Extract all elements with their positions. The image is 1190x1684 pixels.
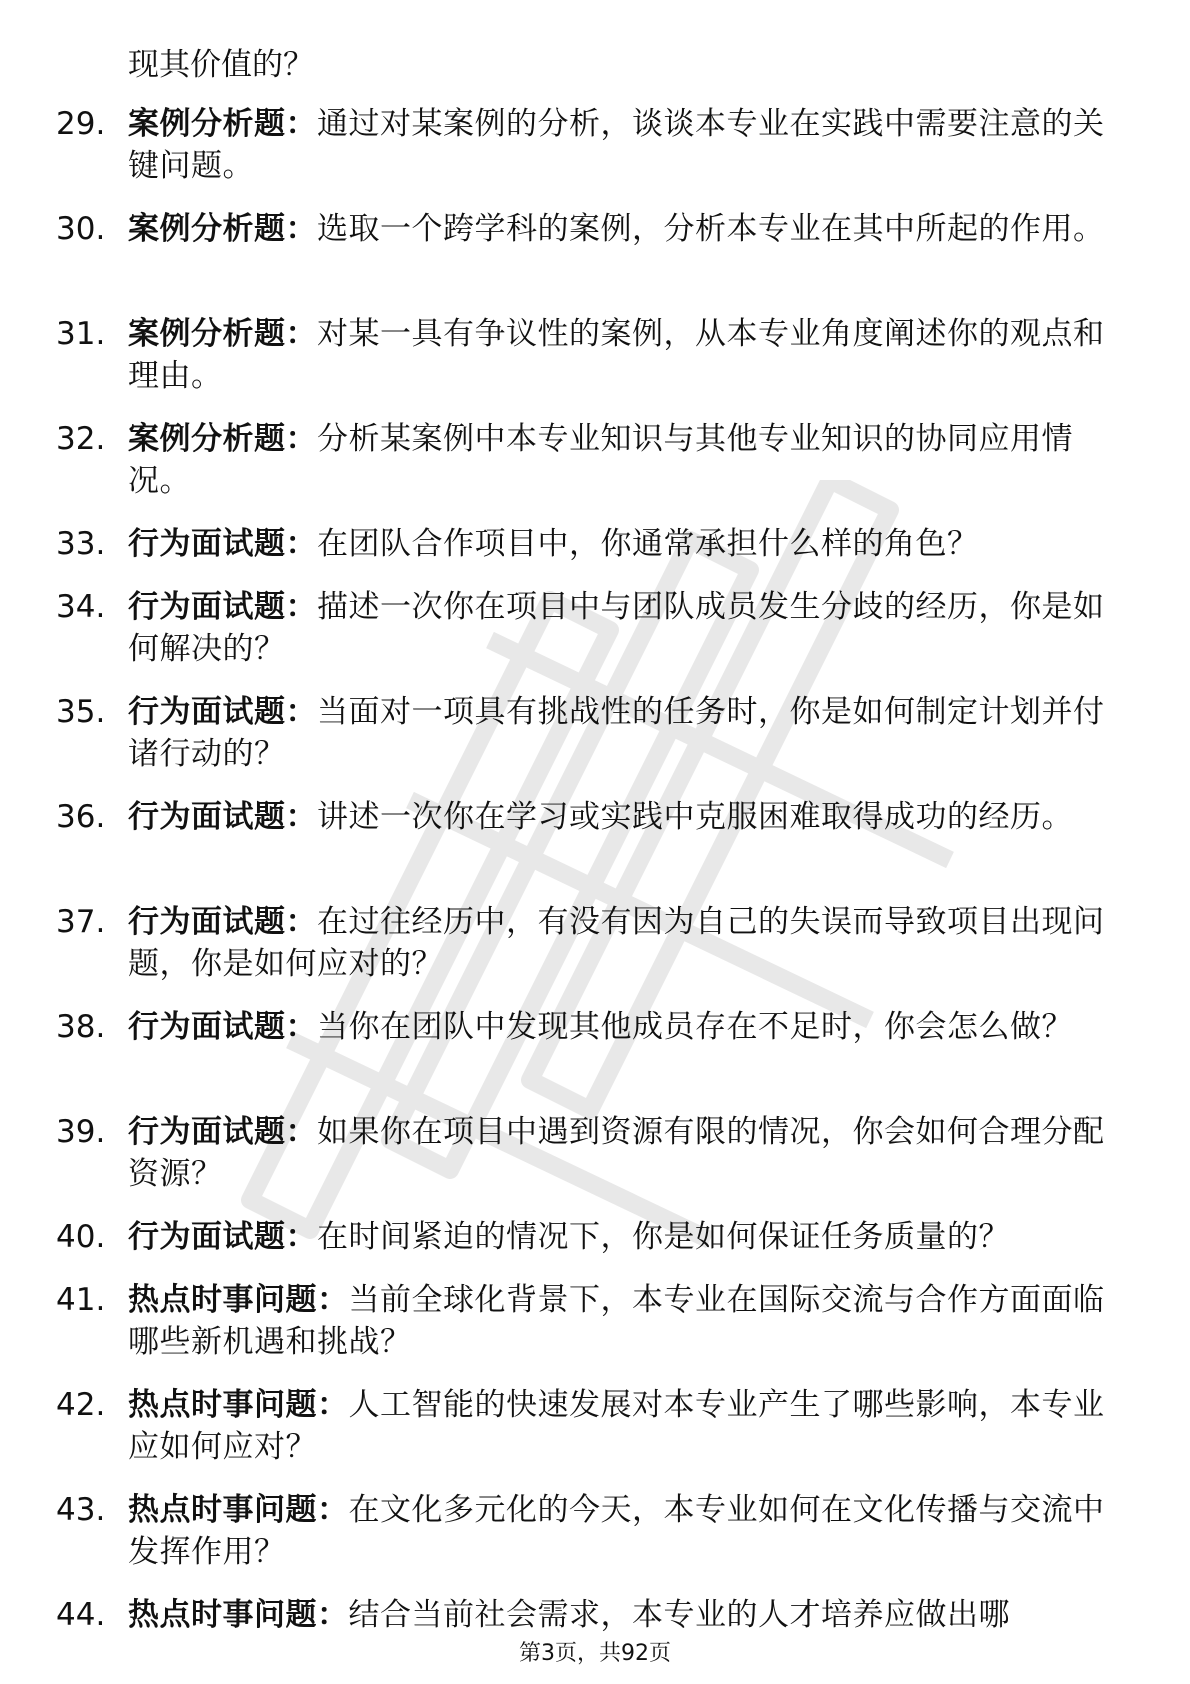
question-content: 如果你在项目中遇到资源有限的情况，你会如何合理分配资源？ xyxy=(128,1114,1105,1192)
question-number: 41. xyxy=(56,1282,106,1318)
question-item xyxy=(0,1006,1190,1090)
question-item xyxy=(0,586,1190,670)
question-text xyxy=(128,208,1120,250)
page-footer: 第3页，共92页 xyxy=(519,1641,671,1666)
question-item xyxy=(0,418,1190,502)
question-item xyxy=(0,103,1190,187)
question-item xyxy=(0,1489,1190,1573)
question-category: 行为面试题： xyxy=(128,526,317,562)
question-content: 讲述一次你在学习或实践中克服困难取得成功的经历。 xyxy=(317,799,1073,835)
question-item xyxy=(0,691,1190,775)
question-text xyxy=(128,1111,1120,1195)
question-content: 通过对某案例的分析，谈谈本专业在实践中需要注意的关键问题。 xyxy=(128,106,1105,184)
question-category: 行为面试题： xyxy=(128,799,317,835)
question-item xyxy=(0,1216,1190,1258)
question-content: 对某一具有争议性的案例，从本专业角度阐述你的观点和理由。 xyxy=(128,316,1105,394)
question-category: 热点时事问题： xyxy=(128,1597,349,1633)
question-category: 热点时事问题： xyxy=(128,1492,349,1528)
question-content: 当前全球化背景下，本专业在国际交流与合作方面面临哪些新机遇和挑战？ xyxy=(128,1282,1105,1360)
question-item xyxy=(0,208,1190,292)
question-number: 35. xyxy=(56,694,106,730)
question-category: 热点时事问题： xyxy=(128,1282,349,1318)
question-item xyxy=(0,1384,1190,1468)
question-category: 行为面试题： xyxy=(128,589,317,625)
question-text xyxy=(128,1594,1120,1636)
question-category: 行为面试题： xyxy=(128,1219,317,1255)
question-list xyxy=(0,103,1190,1657)
question-content: 人工智能的快速发展对本专业产生了哪些影响，本专业应如何应对？ xyxy=(128,1387,1105,1465)
question-number: 34. xyxy=(56,589,106,625)
question-category: 案例分析题： xyxy=(128,316,317,352)
question-number: 43. xyxy=(56,1492,106,1528)
question-content: 当你在团队中发现其他成员存在不足时，你会怎么做？ xyxy=(317,1009,1073,1045)
question-item xyxy=(0,523,1190,565)
question-item xyxy=(0,1279,1190,1363)
question-category: 热点时事问题： xyxy=(128,1387,349,1423)
question-text xyxy=(128,1279,1120,1363)
question-category: 行为面试题： xyxy=(128,1009,317,1045)
question-category: 行为面试题： xyxy=(128,904,317,940)
question-item xyxy=(0,1594,1190,1636)
question-number: 44. xyxy=(56,1597,106,1633)
question-number: 36. xyxy=(56,799,106,835)
question-category: 案例分析题： xyxy=(128,421,317,457)
question-category: 行为面试题： xyxy=(128,1114,317,1150)
question-text xyxy=(128,691,1120,775)
question-text xyxy=(128,1216,1120,1258)
question-content: 结合当前社会需求，本专业的人才培养应做出哪 xyxy=(348,1597,1010,1633)
question-number: 37. xyxy=(56,904,106,940)
question-item xyxy=(0,901,1190,985)
question-item xyxy=(0,1111,1190,1195)
question-content: 描述一次你在项目中与团队成员发生分歧的经历，你是如何解决的？ xyxy=(128,589,1105,667)
question-text xyxy=(128,1384,1120,1468)
question-content: 在过往经历中，有没有因为自己的失误而导致项目出现问题，你是如何应对的？ xyxy=(128,904,1105,982)
question-category: 行为面试题： xyxy=(128,694,317,730)
question-content: 分析某案例中本专业知识与其他专业知识的协同应用情况。 xyxy=(128,421,1073,499)
question-content: 在时间紧迫的情况下，你是如何保证任务质量的？ xyxy=(317,1219,1010,1255)
question-number: 40. xyxy=(56,1219,106,1255)
question-text xyxy=(128,901,1120,985)
question-number: 39. xyxy=(56,1114,106,1150)
question-number: 38. xyxy=(56,1009,106,1045)
question-category: 案例分析题： xyxy=(128,106,317,142)
question-category: 案例分析题： xyxy=(128,211,317,247)
continuation-text: 现其价值的？ xyxy=(128,47,314,83)
question-text xyxy=(128,313,1120,397)
question-number: 30. xyxy=(56,211,106,247)
question-text xyxy=(128,418,1120,502)
question-number: 32. xyxy=(56,421,106,457)
question-number: 42. xyxy=(56,1387,106,1423)
question-item xyxy=(0,313,1190,397)
question-text xyxy=(128,586,1120,670)
question-number: 33. xyxy=(56,526,106,562)
question-text xyxy=(128,523,1120,565)
question-number: 31. xyxy=(56,316,106,352)
question-number: 29. xyxy=(56,106,106,142)
question-content: 在团队合作项目中，你通常承担什么样的角色？ xyxy=(317,526,979,562)
question-text xyxy=(128,1006,1120,1048)
question-text xyxy=(128,103,1120,187)
question-content: 当面对一项具有挑战性的任务时，你是如何制定计划并付诸行动的？ xyxy=(128,694,1105,772)
question-item xyxy=(0,796,1190,880)
question-content: 选取一个跨学科的案例，分析本专业在其中所起的作用。 xyxy=(317,211,1105,247)
question-text xyxy=(128,796,1120,838)
question-content: 在文化多元化的今天，本专业如何在文化传播与交流中发挥作用？ xyxy=(128,1492,1105,1570)
question-text xyxy=(128,1489,1120,1573)
